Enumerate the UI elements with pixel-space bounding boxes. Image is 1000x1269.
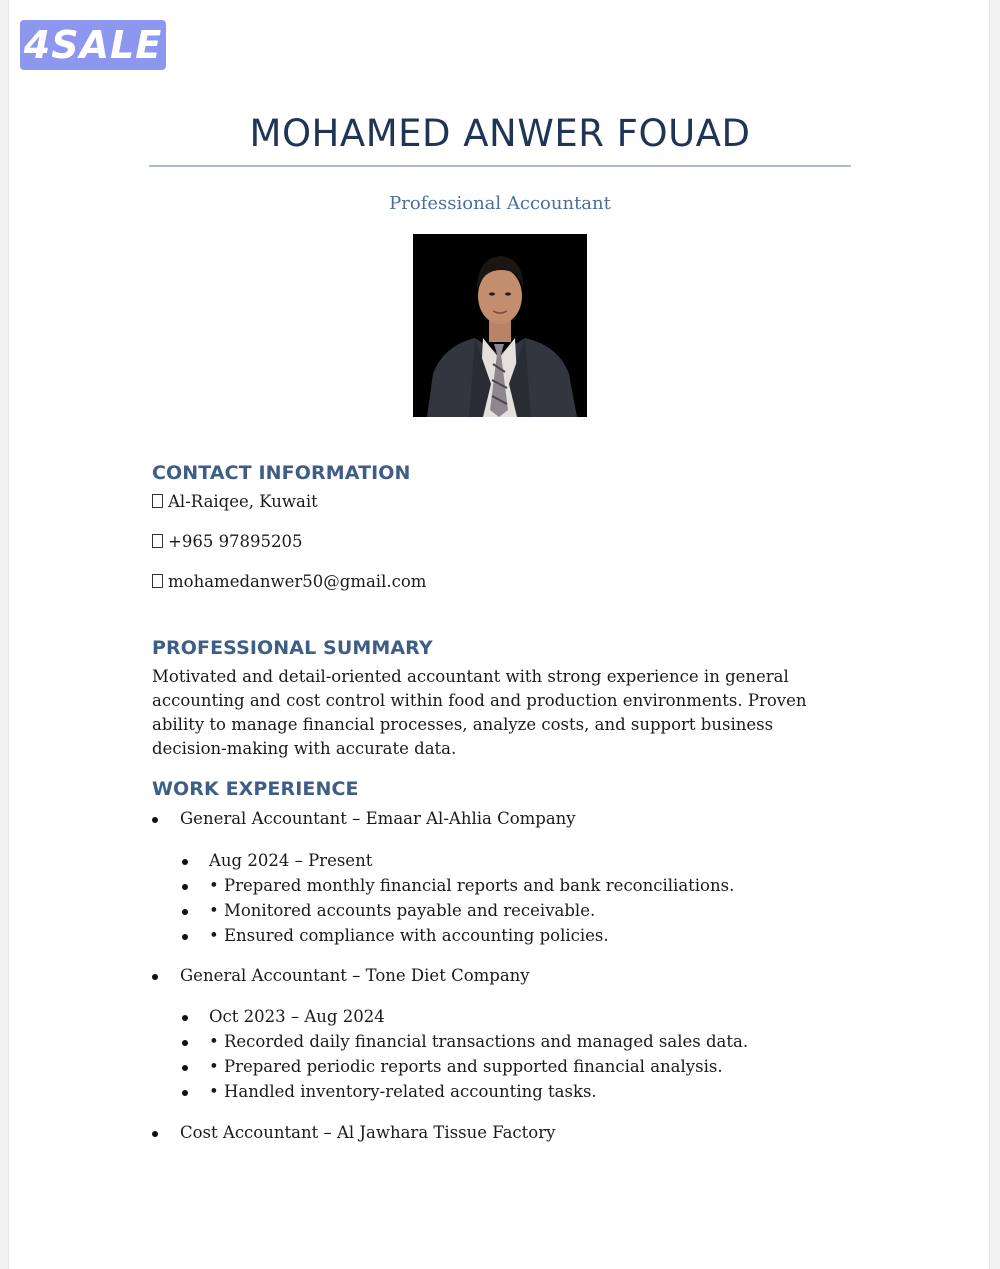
summary-heading: PROFESSIONAL SUMMARY [152,637,433,659]
job-role: General Accountant – Emaar Al-Ahlia Company [180,809,576,828]
job-duty: • Monitored accounts payable and receivable. [209,901,596,920]
bullet-dot [182,1090,188,1096]
job-role: General Accountant – Tone Diet Company [180,966,530,985]
bullet-dot [152,1131,158,1137]
bullet-dot [182,859,188,865]
bullet-dot [182,1040,188,1046]
bullet-dot [182,884,188,890]
job-role: Cost Accountant – Al Jawhara Tissue Factory [180,1123,556,1142]
job-period: Aug 2024 – Present [209,851,373,870]
job-duty: • Handled inventory-related accounting tasks. [209,1082,597,1101]
job-period: Oct 2023 – Aug 2024 [209,1007,385,1026]
phone-icon [152,534,163,548]
contact-heading: CONTACT INFORMATION [152,462,411,484]
job-duty: • Recorded daily financial transactions and managed sales data. [209,1032,749,1051]
profile-photo [413,234,587,417]
bullet-dot [182,934,188,940]
contact-phone [152,532,303,551]
contact-location [152,492,318,511]
location-text: Al-Raiqee, Kuwait [168,492,318,511]
job-duty: • Prepared monthly financial reports and bank reconciliations. [209,876,735,895]
location-icon [152,494,163,508]
job-title: Professional Accountant [389,193,611,214]
email-text: mohamedanwer50@gmail.com [168,572,427,591]
4sale-watermark-logo: 4SALE [20,20,166,70]
bullet-dot [182,909,188,915]
experience-heading: WORK EXPERIENCE [152,778,359,800]
phone-text: +965 97895205 [168,532,303,551]
name-divider [149,165,851,167]
resume-page [9,0,989,1269]
candidate-name: MOHAMED ANWER FOUAD [249,112,751,155]
bullet-dot [182,1015,188,1021]
summary-text: Motivated and detail-oriented accountant with strong experience in general accounting and cost control within food and production environments. Proven ability to manage financial processes, analyze costs, and support business decision-making with accurate data. [152,667,807,758]
email-icon [152,574,163,588]
contact-email [152,572,426,591]
job-duty: • Ensured compliance with accounting policies. [209,926,609,945]
bullet-dot [152,817,158,823]
job-duty: • Prepared periodic reports and supported financial analysis. [209,1057,723,1076]
profile-photo-illustration [413,234,587,417]
bullet-dot [152,974,158,980]
bullet-dot [182,1065,188,1071]
